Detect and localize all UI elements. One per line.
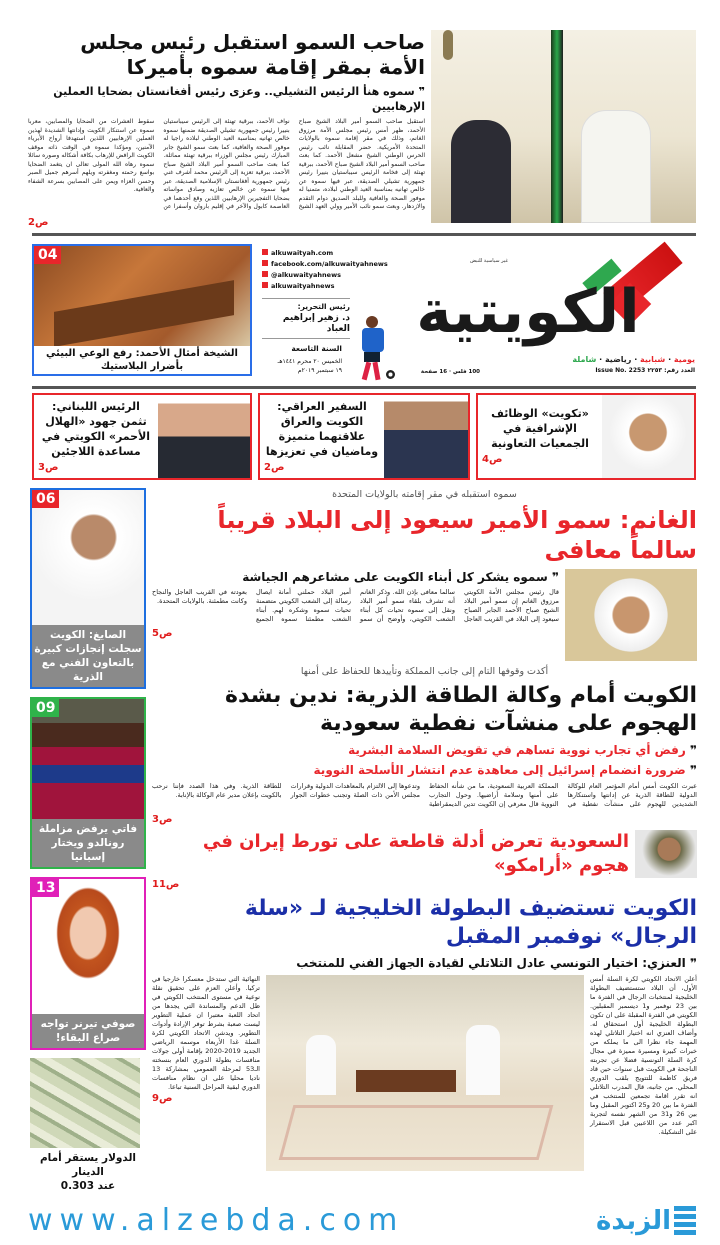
date-gregorian: ١٩ سبتمبر ٢٠١٩م [297, 366, 342, 374]
story3-point-text: ضرورة انضمام إسرائيل إلى معاهدة عدم انتشار الأسلحة النووية [313, 762, 686, 777]
teaser-text [260, 395, 384, 478]
tagline: يومية · شبابية · رياضية · شاملة [572, 354, 695, 364]
sidebar-caption: فاتي يرفض مزاملة رونالدو ويختار إسبانيا [32, 819, 144, 867]
sidebar-card-sophie[interactable] [30, 877, 146, 1050]
teasers-row [32, 393, 696, 480]
link-text: alkuwaityah.com [271, 248, 334, 257]
sidebar-photo [32, 490, 144, 625]
editor-name: د. زهير إبراهيم العباد [282, 312, 350, 334]
story4-page-ref: ص11 [152, 878, 180, 890]
web-icon [262, 249, 268, 255]
link-text: @alkuwaityahnews [271, 270, 341, 279]
teaser-photo [384, 395, 468, 478]
footer [28, 1203, 696, 1239]
story2-page-ref: ص5 [152, 627, 173, 639]
story2-subhead-text: سموه يشكر كل أبناء الكويت على مشاعرهم الجياشة [242, 569, 548, 584]
dollar-block[interactable] [30, 1058, 146, 1193]
sidebar-caption: الصايغ: الكويت سجلت إنجازات كبيرة بالتعاون الفني مع الذرية [32, 625, 144, 687]
feature-caption: الشيخة أمثال الأحمد: رفع الوعي البيئي بأضرار البلاستيك [46, 347, 238, 372]
teaser-page-ref: ص4 [482, 454, 503, 465]
teaser-title: «تكويت» الوظائف الإشرافية في الجمعيات التعاونية [491, 407, 589, 450]
sidebar [30, 488, 146, 1193]
top-story-headline: صاحب السمو استقبل رئيس مجلس الأمة بمقر إقامة سموه بأميركا [80, 30, 425, 79]
teaser-page-ref: ص2 [264, 461, 285, 473]
main-column [152, 488, 697, 1171]
footer-logo-mark [674, 1206, 696, 1236]
publisher-note: غير سياسية للنبض [470, 257, 508, 264]
top-story-page-ref: ص2 [28, 216, 49, 228]
year: السنة التاسعة [291, 343, 342, 353]
issue-number [560, 367, 695, 375]
instagram-icon [262, 271, 268, 277]
price: 100 فلس [452, 368, 480, 375]
editor-label: رئيس التحرير: [297, 301, 350, 311]
link-web[interactable] [262, 248, 388, 259]
top-story-subhead: ❞ سموه هنأ الرئيس التشيلي.. وعزى رئيس أفغانستان بضحايا العملين الإرهابيين [53, 85, 425, 113]
story5-body-left: النهائية التي ستدخل معسكرا خارجيا في تركيا. وأعلن العزم على تحقيق نقلة نوعية في مستوى المنتخب الكويتي في ظل الدعم والمساندة التي يجدها من اتحاد اللعبة معتبرا ان عملية التطوير ليست صعبة بشرط توفر الإرادة وأدوات التطوير. ويدشن الاتحاد الكويتي لكرة السلة غدا الأربعاء موسمه الرياضي الجديد 2019-2020 بإقامة أولى جولات منافسات بطولة الدوري العام بنسخته الـ53 لمرحلة العمومي بمشاركة 13 ناديا محليا على ان نظام منافسات الدوري لبقية المراحل السنية تباعا. [152, 974, 260, 1091]
story5-headline: الكويت تستضيف البطولة الخليجية لـ «سلة الرجال» نوفمبر المقبل [244, 895, 697, 949]
story4-photo [635, 830, 697, 878]
page-badge: 06 [32, 490, 59, 508]
logo: الكويتية [416, 276, 640, 347]
link-instagram[interactable] [262, 270, 388, 281]
story5-left [152, 975, 260, 1105]
sidebar-card-sayegh[interactable] [30, 488, 146, 689]
footer-logo [596, 1203, 696, 1239]
teaser-title: السفير العراقي: الكويت والعراق علاقتهما متميزة وماضيان في تعزيزها [265, 399, 379, 458]
story3-point: ❞ رفض أي تجارب نووية تساهم في تقويض السلامة البشرية [348, 742, 697, 757]
lower-section [30, 488, 697, 1193]
tagline-comprehensive: شاملة [572, 354, 597, 364]
story3-page-ref: ص3 [152, 813, 173, 825]
page-badge: 04 [34, 246, 61, 264]
email-icon [262, 282, 268, 288]
tagline-daily: يومية [673, 354, 695, 364]
story3-headline: الكويت أمام وكالة الطاقة الذرية: ندين بشدة الهجوم على منشآت نفطية سعودية [225, 682, 697, 736]
top-story [28, 30, 425, 229]
story5-content [152, 975, 697, 1171]
divider [32, 386, 696, 389]
story2-body: قال رئيس مجلس الأمة الكويتي مرزوق الغانم إن سمو أمير البلاد الشيخ صباح الأحمد الجابر الصباح سيعود إلى البلاد في القريب العاجل سالما معافى بإذن الله. وذكر الغانم أنه تشرف بلقاء سمو أمير البلاد ونقل إلى سموه تحيات كل أبناء الشعب الكويتي، وأوضح أن سمو أمير البلاد حملني أمانة ايصال رسالة إلى الشعب الكويتي متضمنة تحيات سموه وشكره لهم. أبناء الشعب مطمئنا سموه الجميع بعودته في القريب العاجل والنجاح وكانت مطمئنة. بالولايات المتحدة. [152, 587, 559, 623]
teaser-photo [602, 395, 694, 478]
teaser-lebanese-president[interactable] [32, 393, 252, 480]
divider [32, 233, 696, 236]
story5-subhead-text: العنزي: اختيار التونسي عادل التلاتلي لقيادة الجهاز الفني للمنتخب [296, 955, 686, 970]
top-story-body: استقبل صاحب السمو أمير البلاد الشيخ صباح الأحمد، ظهر أمس رئيس مجلس الأمة مرزوق الغانم، وذلك في مقر إقامة سموه بالولايات المتحدة الأمريكية. حضر المقابلة نائب رئيس الحرس الوطني الشيخ مشعل الأحمد. كما بعث صاحب السمو أمير البلاد الشيخ صباح الأحمد، ببرقية تهنئة إلى فخامة الرئيس سيباستيان بنييرا رئيس جمهورية تشيلي الصديقة، عبر فيها سموه عن خالص تهانيه بمناسبة العيد الوطني لبلاده، متمنيا له موفور الصحة والعافية وللبلد الصديق دوام التقدم والازدهار. وبعث سمو نائب الأمير وولي العهد الشيخ نواف الأحمد، ببرقية تهنئة إلى الرئيس سيباستيان بنييرا رئيس جمهورية تشيلي الصديقة ضمنها سموه خالص تهانيه بمناسبة العيد الوطني لبلاده راجيا له موفور الصحة والعافية، كما بعث سمو الشيخ جابر المبارك رئيس مجلس الوزراء ببرقية تهنئة مماثلة. كما بعث صاحب السمو أمير البلاد الشيخ صباح الأحمد، ببرقية تعزية إلى الرئيس محمد أشرف غني رئيس جمهورية أفغانستان الإسلامية الصديقة، عبر فيها سموه عن خالص تعازيه وصادق مواساته بضحايا التفجيرين الإرهابيين اللذين وقع أحدهما في العاصمة كابول والآخر في إقليم باروان وأسفرا عن سقوط العشرات من الضحايا والمصابين، معربا سموه عن استنكار الكويت وإدانتها الشديدة لهذين العملين الإرهابيين اللذين استهدفا أرواح الأبرياء الآمنين، ومؤكدا سموه في الوقت ذاته موقف الكويت الرافض للإرهاب بكافة أشكاله وصوره سائلا سموه رهاه الله المولى تعالى ان يتغمد الضحايا بواسع رحمته ومغفرته ويلهم أسرهم جميل الصبر وحسن العزاء ويمن على المصابين بسرعة الشفاء والعافية. [28, 118, 425, 210]
tagline-youth: شبابية [640, 354, 666, 364]
teaser-iraqi-ambassador[interactable] [258, 393, 470, 480]
price-pages: 100 فلس · 16 صفحة [420, 368, 480, 375]
story2-kicker: سموه استقبله في مقر إقامته بالولايات المتحدة [332, 488, 517, 500]
link-email[interactable] [262, 281, 388, 292]
story3-point: ❞ ضرورة انضمام إسرائيل إلى معاهدة عدم انتشار الأسلحة النووية [313, 762, 697, 777]
link-text: facebook.com/alkuwaityahnews [271, 259, 388, 268]
sidebar-card-fati[interactable] [30, 697, 146, 869]
social-links [262, 248, 388, 292]
teaser-page-ref: ص3 [38, 461, 59, 473]
issue-label: العدد رقم: ٢٢٥٣ [647, 366, 695, 374]
story3-body: عبرت الكويت أمس أمام المؤتمر العام للوكالة الدولية للطاقة الذرية عن إدانتها واستنكارها الشديدين للهجوم على منشآت نفطية في المملكة العربية السعودية، ما من شأنه الحفاظ على أمنها وسلامة أراضيها. وحول التجارب النووية قال معرفي إن الكويت تدين الديمقراطية وتدعوها إلى الالتزام بالمعاهدات الدولية وقرارات مجلس الأمن ذات الصلة وتجنب خطوات الجوار للطاقة الذرية. وفي هذا الصدد فإننا نرحب بالكويت بإعلان مدير عام الوكالة بالإنابة. [152, 781, 697, 808]
story2-content [152, 569, 697, 661]
story5-subhead: ❞ العنزي: اختيار التونسي عادل التلاتلي لقيادة الجهاز الفني للمنتخب [296, 955, 697, 970]
teaser-coop-jobs[interactable] [476, 393, 696, 480]
masthead-feature[interactable] [32, 244, 252, 376]
story3-kicker: أكدت وقوفها التام إلى جانب المملكة وتأييدها للحفاظ على أمنها [300, 665, 549, 677]
issue-en: Issue No. 2253 [595, 366, 646, 374]
story3-point-text: رفض أي تجارب نووية تساهم في تقويض السلامة البشرية [348, 742, 686, 757]
story4-text [152, 830, 629, 891]
teaser-title: الرئيس اللبناني: تثمن جهود «الهلال الأحمر» الكويتي في مساعدة اللاجئين [41, 399, 151, 458]
page-count: 16 صفحة [420, 368, 448, 375]
top-story-photo [431, 30, 696, 223]
link-facebook[interactable] [262, 259, 388, 270]
dollar-bills-photo [30, 1058, 140, 1148]
top-story-section [28, 30, 696, 229]
story5-photo [266, 975, 584, 1171]
footer-logo-text: الزبدة [596, 1205, 671, 1236]
facebook-icon [262, 260, 268, 266]
divider [262, 298, 350, 299]
story2-subhead: ❞ سموه يشكر كل أبناء الكويت على مشاعرهم الجياشة [242, 569, 559, 584]
dollar-value: عند 0.303 [60, 1179, 116, 1192]
tagline-sports: رياضية [604, 354, 632, 364]
top-story-subhead-text: سموه هنأ الرئيس التشيلي.. وعزى رئيس أفغانستان بضحايا العملين الإرهابيين [53, 85, 425, 113]
teaser-text [34, 395, 158, 478]
masthead [0, 240, 720, 382]
sidebar-photo [32, 699, 144, 819]
story2-text [152, 569, 559, 640]
story4-headline: السعودية تعرض أدلة قاطعة على تورط إيران في هجوم «أرامكو» [202, 830, 629, 876]
story5-body-right: أعلن الاتحاد الكويتي لكرة السلة أمس الأول، أن البلاد ستستضيف البطولة الخليجية لمنتخبات الرجال في الفترة ما بين 23 نوفمبر و1 ديسمبر المقبلين. الكويتي في الفترة المقبلة على ان تكون البطولة الخليجية أول استحقاق له. وأضاف العنزي انه اختيار التلاتلي لهذه المهمة جاء نظرا الى ما يملكه من خبرات كبيرة ومسيرة مميزة في مجال كرة السلة التونسية فضلا عن تجربته الناجحة في الكويت قبل سنوات حين قاد فريق كاظمة للتتويج بلقب الدوري المحلي. من جانبه، قال المدرب التلاتلي انه تقرر اقامة تجمعين للمنتخب في الفترة ما بين 20 و25 اكتوبر المقبل وما بين 26 و31 من الشهر نفسه لتجربة اكبر عدد من اللاعبين قبل الاستقرار على التشكيلة. [590, 974, 697, 1136]
date-hijri: الخميس ٢٠ محرم ١٤٤١هـ [277, 357, 342, 365]
page-badge: 13 [32, 879, 59, 897]
story5-page-ref: ص9 [152, 1092, 173, 1104]
divider [262, 338, 350, 339]
sidebar-photo [32, 879, 144, 1014]
website-link[interactable]: www.alzebda.com [28, 1202, 405, 1238]
story2-headline: الغانم: سمو الأمير سيعود إلى البلاد قريباً سالماً معافى [217, 505, 697, 564]
dollar-headline: الدولار يستقر أمام الدينار [39, 1151, 137, 1178]
teaser-text [478, 395, 602, 478]
link-text: alkuwaityahnews [271, 281, 335, 290]
page-badge: 09 [32, 699, 59, 717]
feature-photo [34, 246, 250, 346]
story2-photo [565, 569, 697, 661]
sidebar-caption: صوفي تيرنر تواجه صراع البقاء! [32, 1014, 144, 1048]
teaser-photo [158, 395, 250, 478]
football-icon [386, 370, 395, 379]
story4 [152, 830, 697, 891]
